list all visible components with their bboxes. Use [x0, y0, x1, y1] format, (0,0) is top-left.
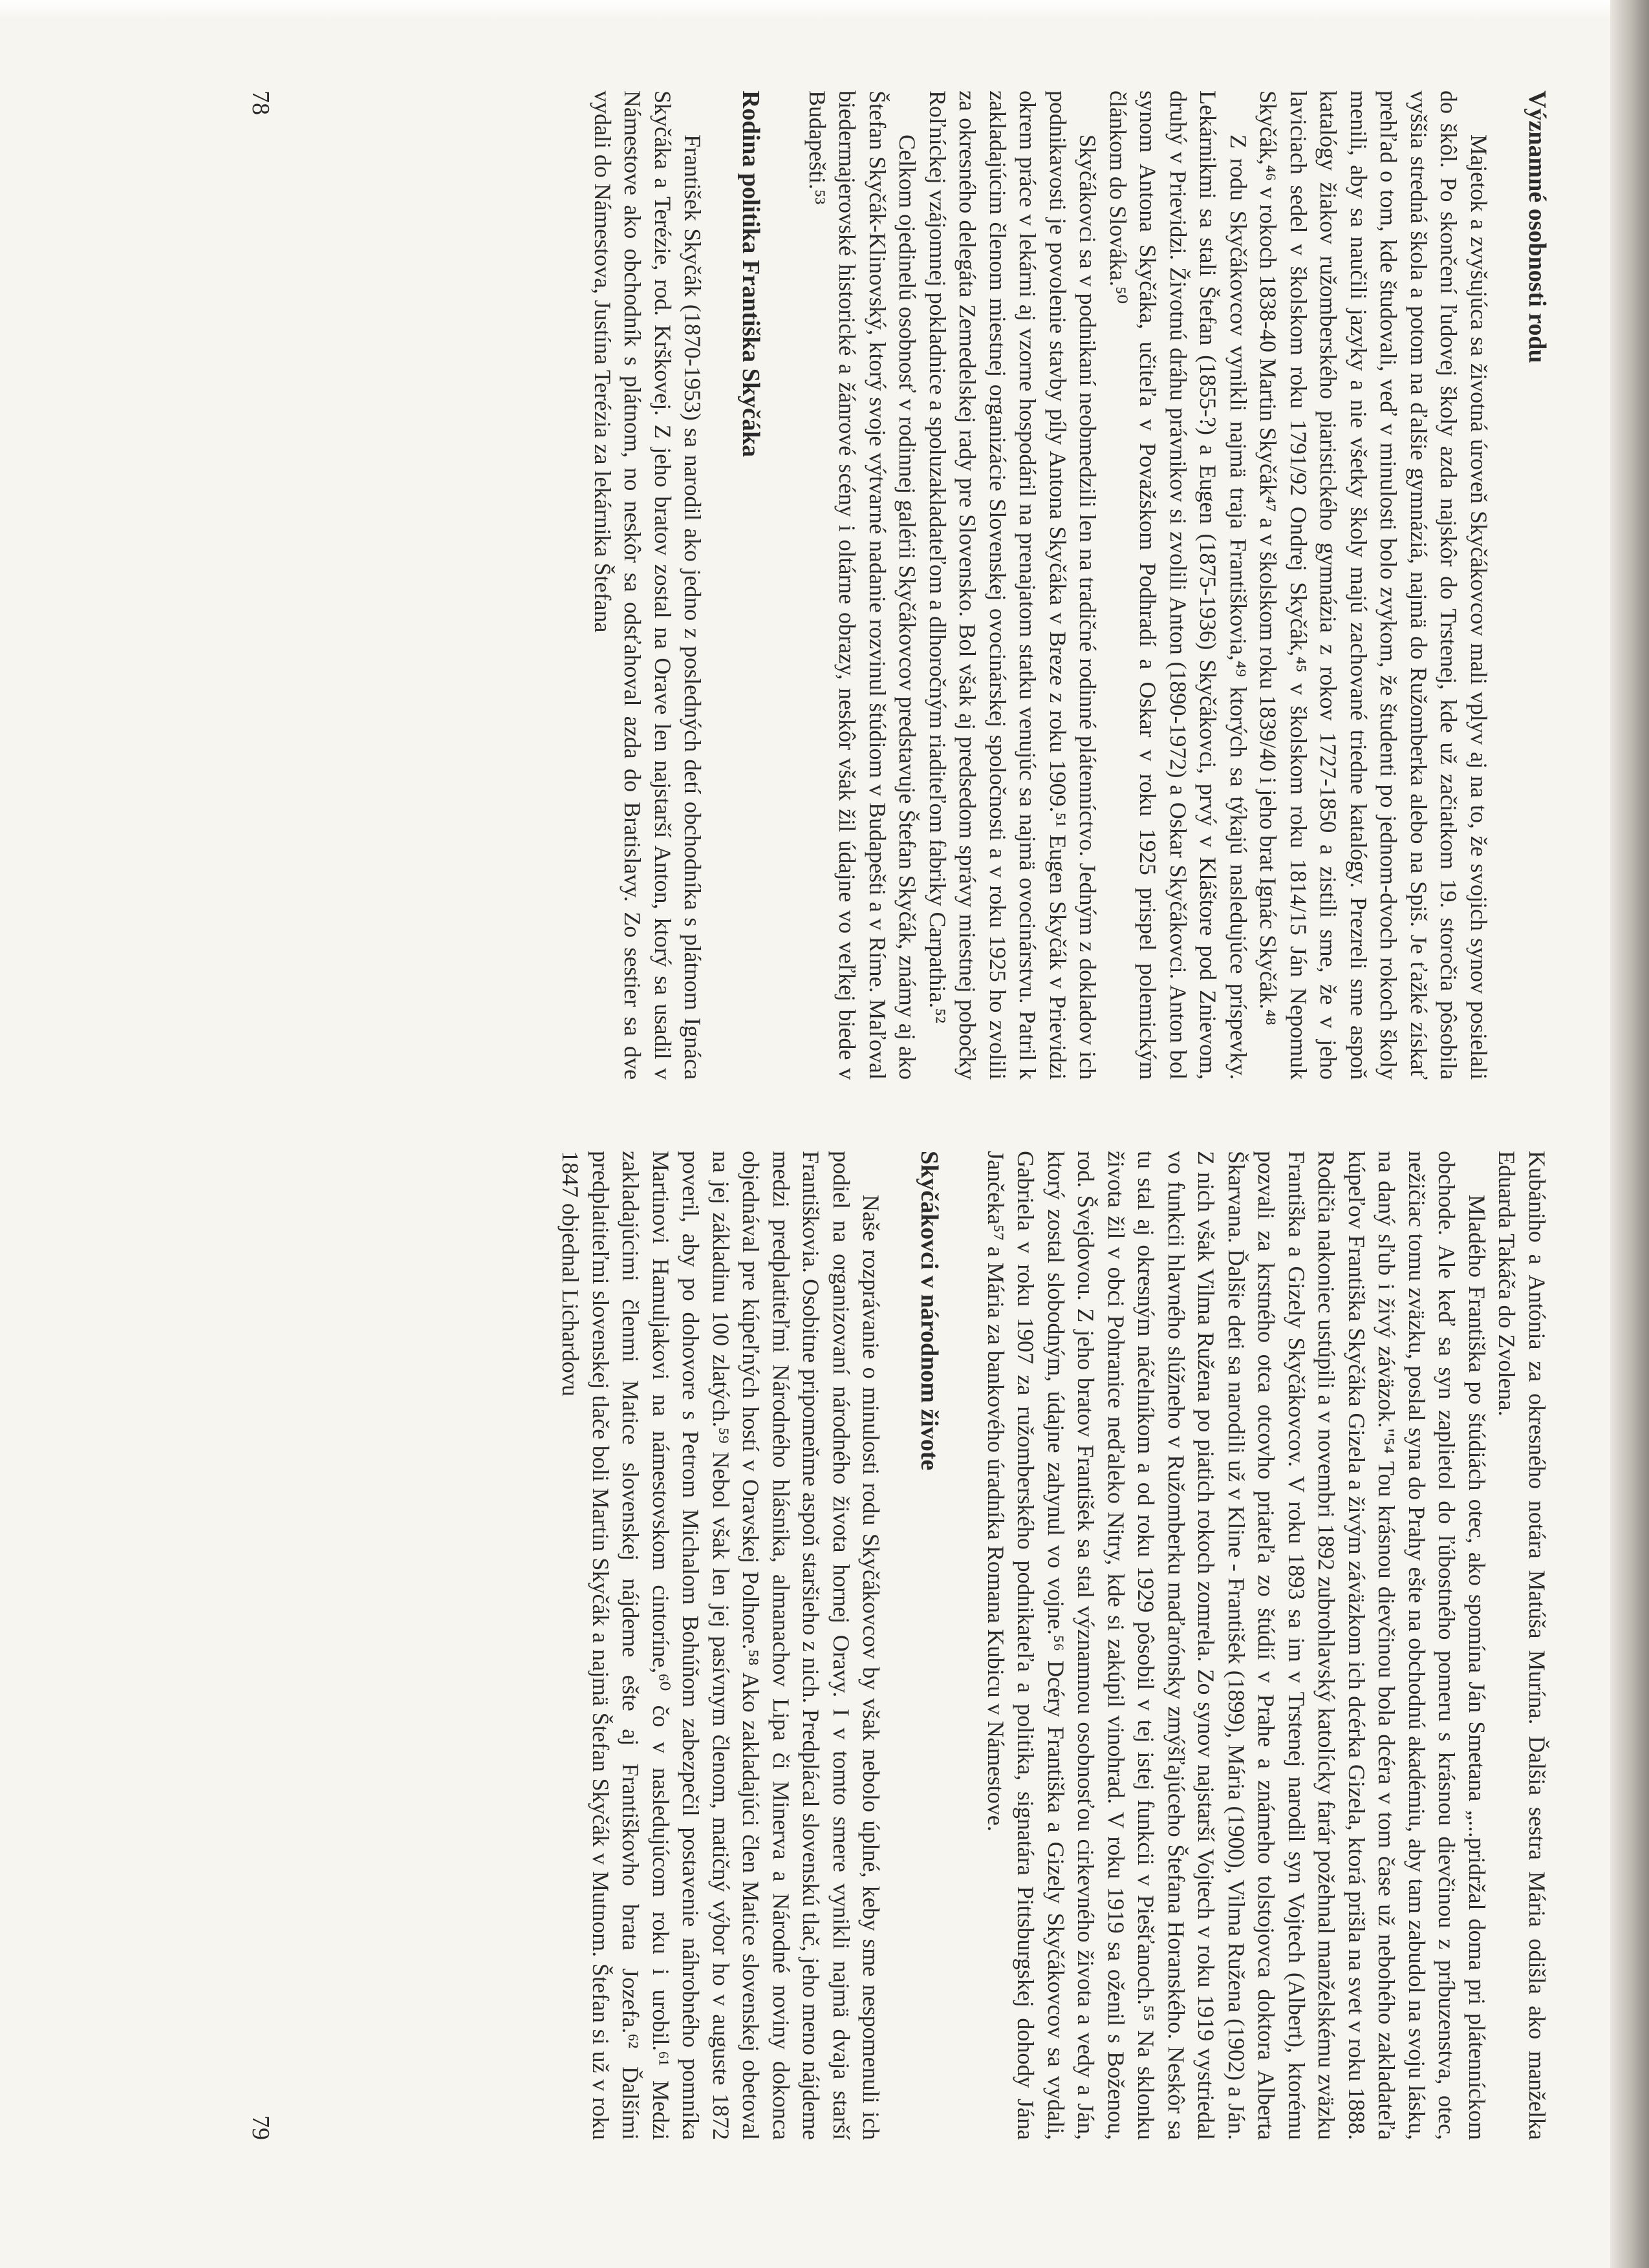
- paragraph: Mladého Františka po štúdiách otec, ako spomína Ján Smetana „...pridržal doma pri plátenníckom obchode. Ale keď sa syn zaplietol do ľúbostného pomeru s krásnou dievčinou z príbuzenstva, otec, nežičiac tomu zväzku, poslal syna do Prahy ešte na obchodnú akadémiu, aby tam zabudol na svoju lásku, na daný sľub i živý záväzok."⁵⁴ Tou krásnou dievčinou bola dcéra v tom čase už nebohého zakladateľa kúpeľov Františka Skyčáka Gizela a živým záväzkom ich dcérka Gizela, ktorá prišla na svet v roku 1888. Rodičia nakoniec ustúpili a v novembri 1892 zubrohlavský katolícky farár požehnal manželskému zväzku Františka a Gizely Skyčákovcov. V roku 1893 sa im v Trstenej narodil syn Vojtech (Albert), ktorému pozvali za krstného otca otcovho priateľa zo štúdií v Prahe a známeho tolstojovca doktora Alberta Škarvana. Ďalšie deti sa narodili už v Kline - František (1899), Mária (1900), Vilma Ruženа (1902) a Ján. Z nich však Vilma Ružena po piatich rokoch zomrela. Zo synov najstarší Vojtech v roku 1919 vystriedal vo funkcii hlavného slúžneho v Ružomberku maďarónsky zmýšľajúceho Štefana Horanského. Neskôr sa tu stal aj okresným náčelníkom a od roku 1929 pôsobil v tej istej funkcii v Piešťanoch.⁵⁵ Na sklonku života žil v obci Pohranice neďaleko Nitry, kde si zakúpil vinohrad. V roku 1919 sa oženil s Boženou, rod. Švejdovou. Z jeho bratov František sa stal významnou osobnosťou cirkevného života a vedy a Ján, ktorý zostal slobodným, údajne zahynul vo vojne.⁵⁶ Dcéry Františka a Gizely Skyčákovcov sa vydali, Gabriela v roku 1907 za ružomberského podnikateľa a politika, signatára Pittsburgskej dohody Jána Jančeka⁵⁷ a Mária za bankového úradníka Romana Kubicu v Námestove.: [983, 1151, 1490, 2140]
- paragraph: František Skyčák (1870-1953) sa narodil ako jedno z posledných detí obchodníka s plátnom Ignáca Skyčáka a Terézie, rod. Krškovej. Z jeho bratov zostal na Orave len najstarší Anton, ktorý sa usadil v Námestove ako obchodník s plátnom, no neskôr sa odsťahoval azda do Bratislavy. Zo sestier sa dve vydali do Námestova, Justína Terézia za lekárnika Štefana: [590, 91, 706, 1080]
- section-heading-national-life: Skyčákovci v národnom živote: [916, 1151, 943, 1471]
- section-heading-family: Rodina politika Františka Skyčáka: [737, 91, 765, 457]
- right-page-text: [555, 1151, 1552, 2140]
- page-number: 78: [247, 91, 275, 115]
- left-page-text: [588, 91, 1553, 1080]
- paragraph: Celkom ojedinelú osobnosť v rodinnej galérii Skyčákovcov predstavuje Štefan Skyčák, známy aj ako Štefan Skyčák-Klinovský, ktorý svoje výtvarné nadanie rozvinul štúdiom v Budapešti a v Ríme. Maľoval biedermajerovské historické a žánrové scény i oltárne obrazy, neskôr však žil údajne vo veľkej biede v Budapešti.⁵³: [804, 91, 921, 1080]
- page-number: 79: [247, 2115, 275, 2140]
- section-heading-notable-persons: Významné osobnosti rodu: [1524, 91, 1551, 363]
- paragraph: Majetok a zvyšujúca sa životná úroveň Skyčákovcov mali vplyv aj na to, že svojich synov posielali do škôl. Po skončení ľudovej školy azda najskôr do Trstenej, kde už začiatkom 19. storočia pôsobila vyššia stredná škola a potom na ďalšie gymnáziá, najmä do Ružomberka alebo na Spiš. Je ťažké získať prehľad o tom, kde študovali, veď v minulosti bolo zvykom, že študenti po jednom-dvoch rokoch školy menili, aby sa naučili jazyky a nie všetky školy majú zachované triedne katalógy. Prezreli sme aspoň katalógy žiakov ružomberského piaristického gymnázia z rokov 1727-1850 a zistili sme, že v jeho laviciach sedel v školskom roku 1791/92 Ondrej Skyčák,⁴⁵ v školskom roku 1814/15 Ján Nepomuk Skyčák,⁴⁶ v rokoch 1838-40 Martin Skyčák⁴⁷ a v školskom roku 1839/40 i jeho brat Ignác Skyčák.⁴⁸: [1255, 91, 1492, 1080]
- left-page: [220, 91, 1552, 1080]
- right-page: [220, 1151, 1552, 2140]
- paragraph: Skyčákovci sa v podnikaní neobmedzili len na tradičné rodinné plátenníctvo. Jedným z dokladov ich podnikavosti je povolenie stavby píly Antona Skyčáka v Breze z roku 1909.⁵¹ Eugen Skyčák v Prievidzi okrem práce v lekárni aj vzorne hospodáril na prenajatom statku venujúc sa najmä ovocinárstvu. Patril k zakladajúcim členom miestnej organizácie Slovenskej ovocinárskej spoločnosti a v roku 1925 ho zvolili za okresného delegáta Zemedelskej rady pre Slovensko. Bol však aj predsedom správy miestnej pobočky Roľníckej vzájomnej pokladnice a spoluzakladateľom a dlhoročným riaditeľom fabriky Carpathia.⁵²: [925, 91, 1101, 1080]
- book-spread: [149, 0, 1649, 2224]
- paragraph: Kubániho a Antónia za okresného notára Matúša Murína. Ďalšia sestra Mária odišla ako manželka Eduarda Takáča do Zvolena.: [1494, 1151, 1550, 2140]
- paragraph: Z rodu Skyčákovcov vynikli najmä traja Františkovia,⁴⁹ ktorých sa týkajú nasledujúce príspevky. Lekárnikmi sa stali Štefan (1855-?) a Eugen (1875-1936) Skyčákovci, prvý v Kláštore pod Znievom, druhý v Prievidzi. Životnú dráhu právnikov si zvolili Anton (1890-1972) a Oskar Skyčákovci. Anton bol synom Antona Skyčáka, učiteľa v Považskom Podhradí a Oskar v roku 1925 prispel polemickým článkom do Slováka.⁵⁰: [1105, 91, 1251, 1080]
- section-spacer: [945, 1151, 981, 2140]
- section-spacer: [766, 91, 803, 1080]
- paragraph: Naše rozprávanie o minulosti rodu Skyčákovcov by však nebolo úplné, keby sme nespomenuli ich podiel na organizovaní národného života hornej Oravy. I v tomto smere vynikli najmä dvaja starší Františkovia. Osobitne pripomeňme aspoň staršieho z nich. Predplácal slovenskú tlač, jeho meno nájdeme medzi predplatiteľmi Národného hlásnika, almanachov Lipa či Minerva a Národné noviny dokonca objednával pre kúpeľných hostí v Oravskej Polhore.⁵⁸ Ako zakladajúci člen Matice slovenskej obetoval na jej základinu 100 zlatých.⁵⁹ Nebol však len jej pasívnym členom, matičný výbor ho v auguste 1872 poveril, aby po dohovore s Petrom Michalom Bohúňom zabezpečil postavenie náhrobného pomníka Martinovi Hamuljakovi na námestovskom cintoríne,⁶⁰ čo v nasledujúcom roku i urobil.⁶¹ Medzi zakladajúcimi členmi Matice slovenskej nájdeme ešte aj Františkovho brata Jozefa.⁶² Ďalšími predplatiteľmi slovenskej tlače boli Martin Skyčák a najmä Štefan Skyčák v Mutnom. Štefan si už v roku 1847 objednal Lichardovu: [557, 1151, 885, 2140]
